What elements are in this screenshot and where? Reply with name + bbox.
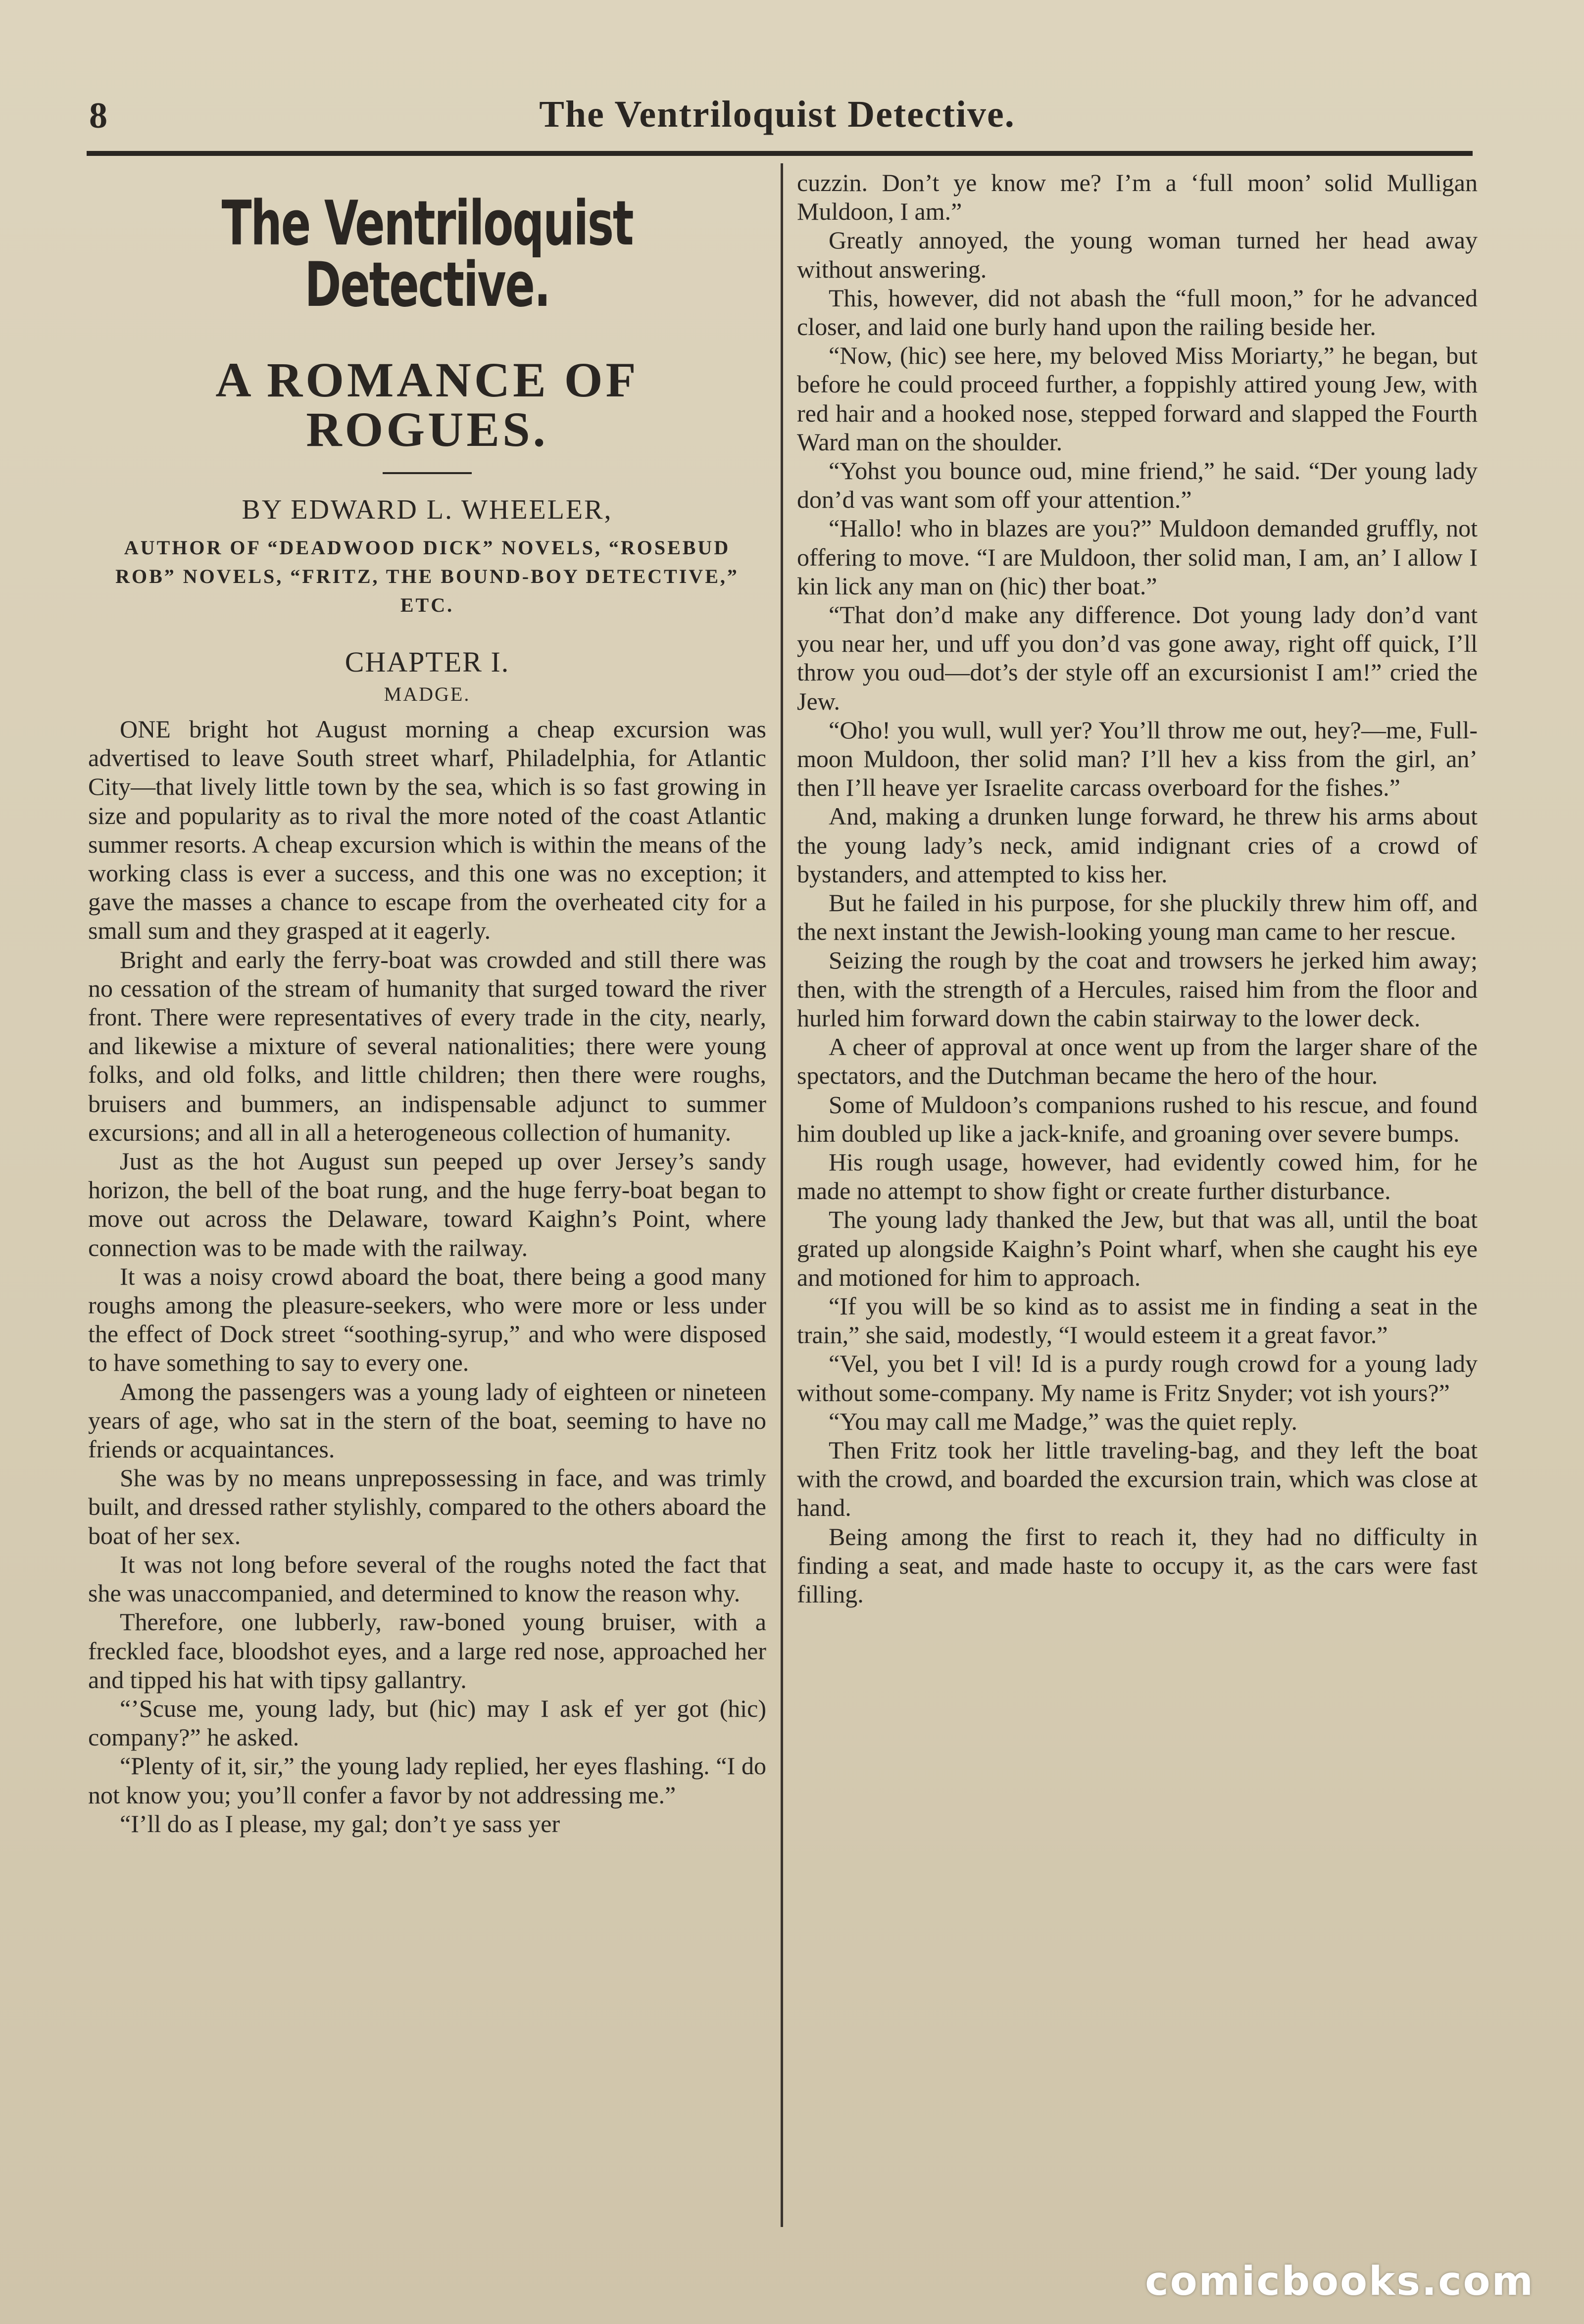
- story-title: The Ventriloquist Detective.: [221, 188, 633, 321]
- paragraph: “Now, (hic) see here, my beloved Miss Moriarty,” he began, but before he could proceed further, a foppishly attired young Jew, with red hair and a hooked nose, stepped forward and slapped the Fourth Ward man on the shoulder.: [797, 341, 1478, 456]
- left-column: [88, 168, 766, 2222]
- left-column-body: [88, 715, 766, 1838]
- title-rule: [383, 472, 472, 474]
- right-column-body: [797, 168, 1478, 1608]
- chapter-title: MADGE.: [384, 683, 471, 705]
- paragraph: Being among the first to reach it, they had no difficulty in finding a seat, and made haste to occupy it, as the cars were fast filling.: [797, 1522, 1478, 1608]
- paragraph: Some of Muldoon’s companions rushed to his rescue, and found him doubled up like a jack-knife, and groaning over severe bumps.: [797, 1090, 1478, 1147]
- page-header: [69, 84, 1485, 139]
- paragraph: Then Fritz took her little traveling-bag, and they left the boat with the crowd, and boarded the excursion train, which was close at hand.: [797, 1436, 1478, 1522]
- story-subtitle: A ROMANCE OF ROGUES.: [215, 352, 639, 457]
- paragraph: “Plenty of it, sir,” the young lady replied, her eyes flashing. “I do not know you; you’ll confer a favor by not addressing me.”: [88, 1752, 766, 1809]
- paragraph: “Yohst you bounce oud, mine friend,” he said. “Der young lady don’d vas want som off your attention.”: [797, 457, 1478, 514]
- page-number: 8: [89, 96, 107, 136]
- paragraph: It was not long before several of the roughs noted the fact that she was unaccompanied, and determined to know the reason why.: [88, 1550, 766, 1607]
- paragraph: “Vel, you bet I vil! Id is a purdy rough crowd for a young lady without some-company. My name is Fritz Snyder; vot ish yours?”: [797, 1350, 1478, 1406]
- paragraph: This, however, did not abash the “full moon,” for he advanced closer, and laid one burly hand upon the railing beside her.: [797, 284, 1478, 341]
- header-rule: [87, 151, 1473, 156]
- paragraph: “’Scuse me, young lady, but (hic) may I ask ef yer got (hic) company?” he asked.: [88, 1694, 766, 1751]
- paragraph: And, making a drunken lunge forward, he threw his arms about the young lady’s neck, amid indignant cries of a crowd of bystanders, and attempted to kiss her.: [797, 802, 1478, 888]
- site-watermark: comicbooks.com: [1145, 2258, 1534, 2304]
- paragraph: His rough usage, however, had evidently cowed him, for he made no attempt to show fight or create further disturbance.: [797, 1148, 1478, 1205]
- paragraph: Among the passengers was a young lady of eighteen or nineteen years of age, who sat in the stern of the boat, seeming to have no friends or acquaintances.: [88, 1377, 766, 1463]
- paragraph: Bright and early the ferry-boat was crowded and still there was no cessation of the stream of humanity that surged toward the river front. There were representatives of every trade in the city, nearly, and likewise a mixture of several nationalities; there were young folks, and old folks, and little children; then there were roughs, bruisers and bummers, an indispensable adjunct to summer excursions; and all in all a heterogeneous collection of humanity.: [88, 945, 766, 1146]
- paragraph: “I’ll do as I please, my gal; don’t ye sass yer: [120, 1809, 560, 1838]
- paragraph: ONE bright hot August morning a cheap excursion was advertised to leave South street wharf, Philadelphia, for Atlantic City—that lively little town by the sea, which is so fast growing in size and popularity as to rival the more noted of the coast Atlantic summer resorts. A cheap excursion which is within the means of the working class is ever a success, and this one was no exception; it gave the masses a chance to escape from the overheated city for a small sum and they grasped at it eagerly.: [88, 715, 766, 945]
- paragraph: “You may call me Madge,” was the quiet reply.: [829, 1407, 1297, 1435]
- paragraph: “If you will be so kind as to assist me in finding a seat in the train,” she said, modestly, “I would esteem it a great favor.”: [797, 1292, 1478, 1349]
- author-credits: AUTHOR OF “DEADWOOD DICK” NOVELS, “ROSEBUD ROB” NOVELS, “FRITZ, THE BOUND-BOY DETECTIVE,” ETC.: [115, 536, 739, 616]
- paragraph: A cheer of approval at once went up from the larger share of the spectators, and the Dutchman became the hero of the hour.: [797, 1033, 1478, 1090]
- running-title: The Ventriloquist Detective.: [539, 94, 1015, 135]
- paragraph: cuzzin. Don’t ye know me? I’m a ‘full moon’ solid Mulligan Muldoon, I am.”: [797, 169, 1478, 226]
- paragraph: The young lady thanked the Jew, but that was all, until the boat grated up alongside Kaighn’s Point wharf, when she caught his eye and motioned for him to approach.: [797, 1206, 1478, 1291]
- paragraph: Therefore, one lubberly, raw-boned young bruiser, with a freckled face, bloodshot eyes, and a large red nose, approached her and tipped his hat with tipsy gallantry.: [88, 1608, 766, 1694]
- chapter-heading: CHAPTER I.: [345, 646, 510, 678]
- right-column: [797, 168, 1478, 2222]
- paragraph: Greatly annoyed, the young woman turned her head away without answering.: [797, 226, 1478, 283]
- paragraph: But he failed in his purpose, for she pluckily threw him off, and the next instant the Jewish-looking young man came to her rescue.: [797, 889, 1478, 946]
- paragraph: “Hallo! who in blazes are you?” Muldoon demanded gruffly, not offering to move. “I are Muldoon, ther solid man, I am, an’ I allow I kin lick any man on (hic) ther boat.”: [797, 514, 1478, 600]
- paragraph: “Oho! you wull, wull yer? You’ll throw me out, hey?—me, Full-moon Muldoon, ther solid man? I’ll hev a kiss from the girl, an’ then I’ll heave yer Israelite carcass overboard for the fishes.”: [797, 716, 1478, 802]
- paragraph: Seizing the rough by the coat and trowsers he jerked him away; then, with the strength of a Hercules, raised him from the floor and hurled him forward down the cabin stairway to the lower deck.: [797, 946, 1478, 1032]
- paragraph: She was by no means unprepossessing in face, and was trimly built, and dressed rather stylishly, compared to the others aboard the boat of her sex.: [88, 1464, 766, 1549]
- paragraph: “That don’d make any difference. Dot young lady don’d vant you near her, und uff you don’d vas gone away, right off quick, I’ll throw you oud—dot’s der style off an excursionist I am!” cried the Jew.: [797, 601, 1478, 715]
- paragraph: Just as the hot August sun peeped up over Jersey’s sandy horizon, the bell of the boat rung, and the huge ferry-boat began to move out across the Delaware, toward Kaighn’s Point, where connection was to be made with the railway.: [88, 1147, 766, 1261]
- byline: BY EDWARD L. WHEELER,: [242, 494, 613, 525]
- column-divider: [781, 163, 783, 2227]
- paragraph: It was a noisy crowd aboard the boat, there being a good many roughs among the pleasure-seekers, who were more or less under the effect of Dock street “soothing-syrup,” and who were disposed to have something to say to every one.: [88, 1262, 766, 1377]
